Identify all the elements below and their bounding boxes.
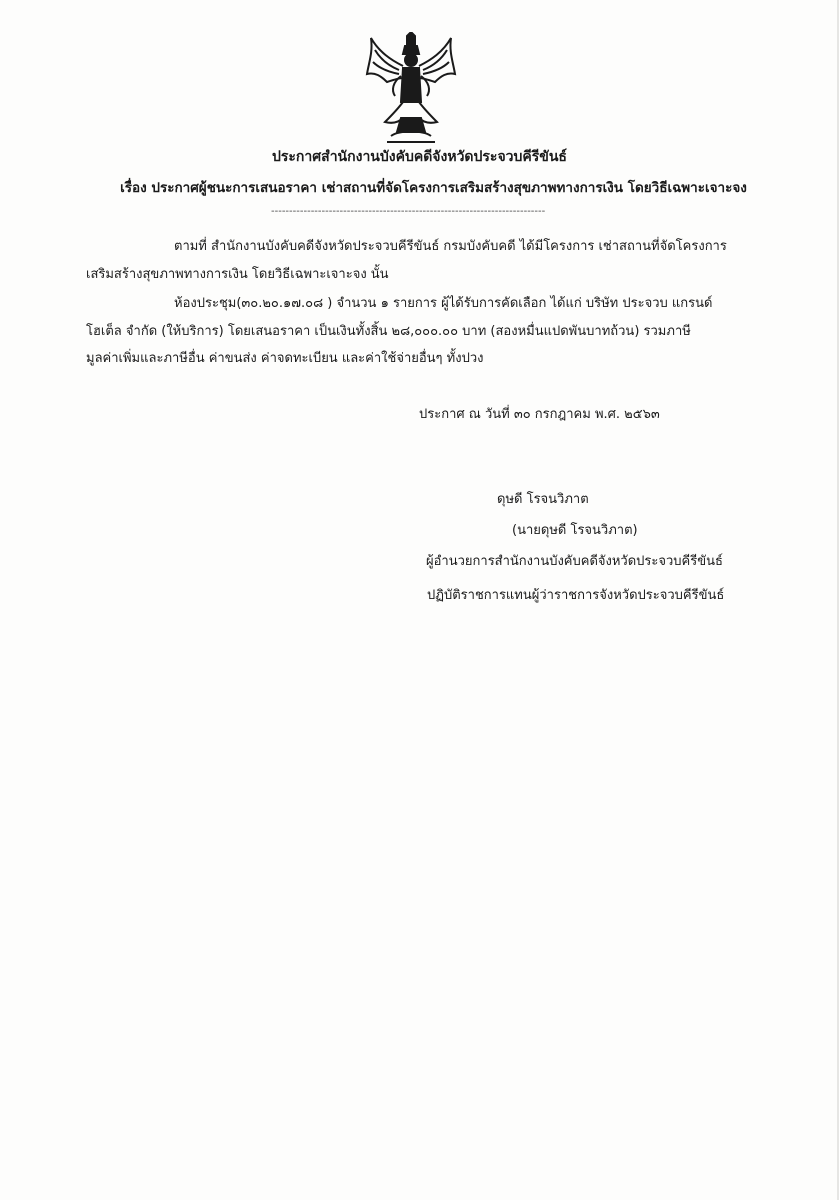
signature-name: ดุษดี โรจนวิภาต	[497, 492, 589, 507]
body-line-2: เสริมสร้างสุขภาพทางการเงิน โดยวิธีเฉพาะเจาะจง นั้น	[86, 267, 389, 282]
garuda-emblem-icon	[363, 32, 459, 144]
announcement-title: ประกาศสำนักงานบังคับคดีจังหวัดประจวบคีรีขันธ์	[272, 149, 567, 165]
body-line-4: โฮเต็ล จำกัด (ให้บริการ) โดยเสนอราคา เป็นเงินทั้งสิ้น ๒๘,๐๐๐.๐๐ บาท (สองหมื่นแปดพันบาทถ้วน) รวมภาษี	[86, 324, 691, 339]
announce-date: ประกาศ ณ วันที่ ๓๐ กรกฎาคม พ.ศ. ๒๕๖๓	[419, 407, 660, 422]
signatory-position-1: ผู้อำนวยการสำนักงานบังคับคดีจังหวัดประจวบคีรีขันธ์	[426, 554, 723, 569]
signatory-position-2: ปฏิบัติราชการแทนผู้ว่าราชการจังหวัดประจวบคีรีขันธ์	[427, 588, 725, 603]
body-line-5: มูลค่าเพิ่มและภาษีอื่น ค่าขนส่ง ค่าจดทะเบียน และค่าใช้จ่ายอื่นๆ ทั้งปวง	[86, 351, 484, 366]
body-line-3: ห้องประชุม(๓๐.๒๐.๑๗.๐๘ ) จำนวน ๑ รายการ ผู้ได้รับการคัดเลือก ได้แก่ บริษัท ประจวบ แกรนด์	[174, 296, 713, 311]
body-line-1: ตามที่ สำนักงานบังคับคดีจังหวัดประจวบคีรีขันธ์ กรมบังคับคดี ได้มีโครงการ เช่าสถานที่จัดโครงการ	[174, 239, 727, 254]
signatory-full-name: (นายดุษดี โรจนวิภาต)	[512, 523, 638, 538]
separator-line: ----------------------------------------------------------------------------	[271, 206, 546, 217]
announcement-subject: เรื่อง ประกาศผู้ชนะการเสนอราคา เช่าสถานที่จัดโครงการเสริมสร้างสุขภาพทางการเงิน โดยวิธีเฉพาะเจาะจง	[120, 180, 747, 196]
